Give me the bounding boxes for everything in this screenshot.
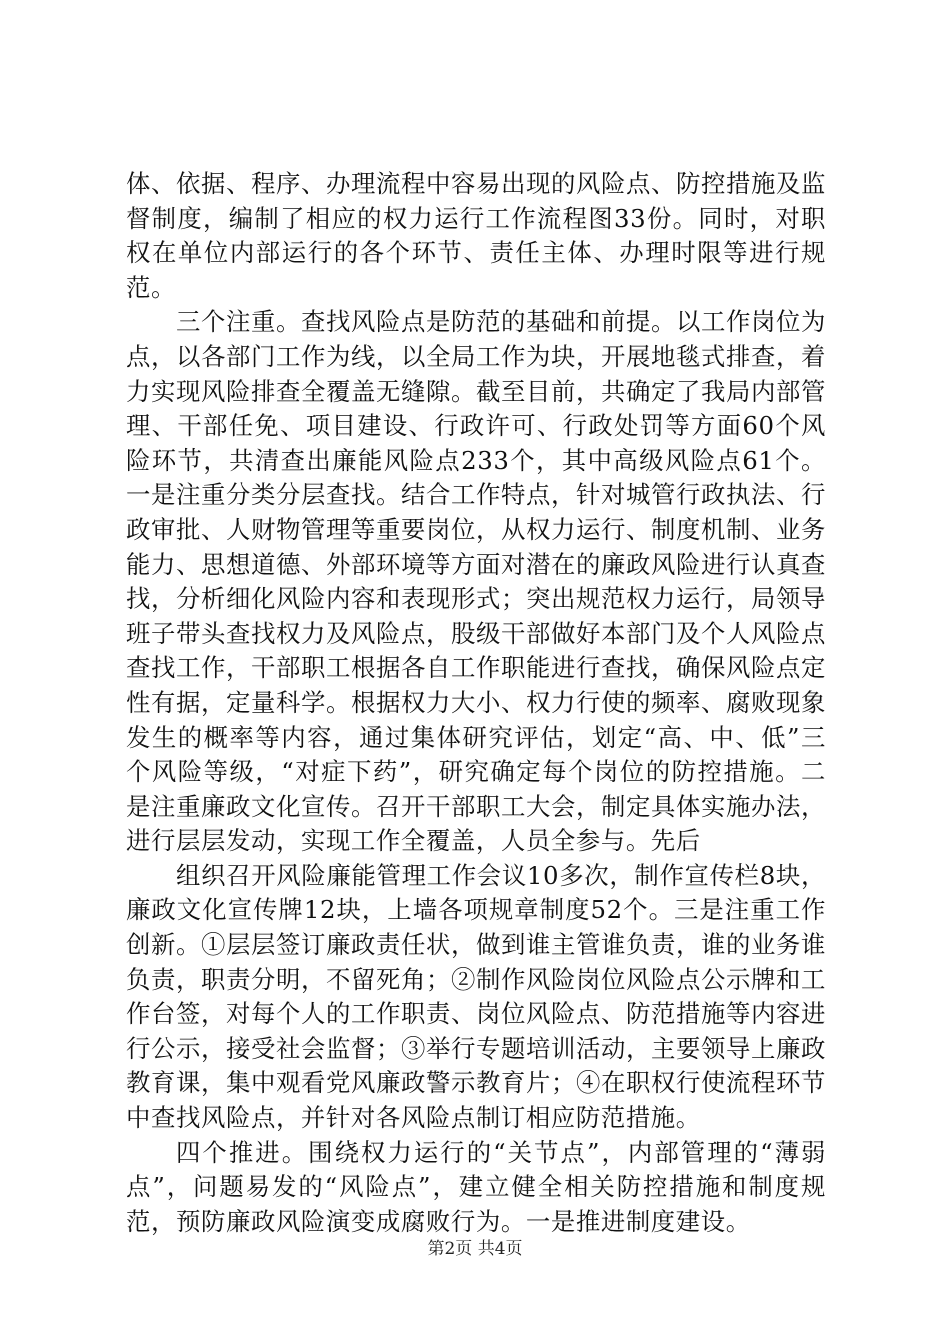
page-number-footer: 第2页 共4页 — [427, 1239, 523, 1259]
paragraph-meetings-and-innovation: 组织召开风险廉能管理工作会议10多次，制作宣传栏8块，廉政文化宣传牌12块，上墙各项规章制度52个。三是注重工作创新。①层层签订廉政责任状，做到谁主管谁负责，谁的业务谁负责，职责分明，不留死角；②制作风险岗位风险点公示牌和工作台签，对每个人的工作职责、岗位风险点、防范措施等内容进行公示，接受社会监督；③举行专题培训活动，主要领导上廉政教育课，集中观看党风廉政警示教育片；④在职权行使流程环节中查找风险点，并针对各风险点制订相应防范措施。 — [126, 860, 826, 1133]
paragraph-continuation: 体、依据、程序、办理流程中容易出现的风险点、防控措施及监督制度，编制了相应的权力运行工作流程图33份。同时，对职权在单位内部运行的各个环节、责任主体、办理时限等进行规范。 — [126, 169, 826, 302]
paragraph-four-advances: 四个推进。围绕权力运行的“关节点”，内部管理的“薄弱点”，问题易发的“风险点”，建立健全相关防控措施和制度规范，预防廉政风险演变成腐败行为。一是推进制度建设。 — [126, 1137, 826, 1236]
document-body — [126, 167, 826, 1239]
paragraph-three-focuses: 三个注重。查找风险点是防范的基础和前提。以工作岗位为点，以各部门工作为线，以全局工作为块，开展地毯式排查，着力实现风险排查全覆盖无缝隙。截至目前，共确定了我局内部管理、干部任免、项目建设、行政许可、行政处罚等方面60个风险环节，共清查出廉能风险点233个，其中高级风险点61个。一是注重分类分层查找。结合工作特点，针对城管行政执法、行政审批、人财物管理等重要岗位，从权力运行、制度机制、业务能力、思想道德、外部环境等方面对潜在的廉政风险进行认真查找，分析细化风险内容和表现形式；突出规范权力运行，局领导班子带头查找权力及风险点，股级干部做好本部门及个人风险点查找工作，干部职工根据各自工作职能进行查找，确保风险点定性有据，定量科学。根据权力大小、权力行使的频率、腐败现象发生的概率等内容，通过集体研究评估，划定“高、中、低”三个风险等级，“对症下药”，研究确定每个岗位的防控措施。二是注重廉政文化宣传。召开干部职工大会，制定具体实施办法，进行层层发动，实现工作全覆盖，人员全参与。先后 — [126, 307, 826, 856]
